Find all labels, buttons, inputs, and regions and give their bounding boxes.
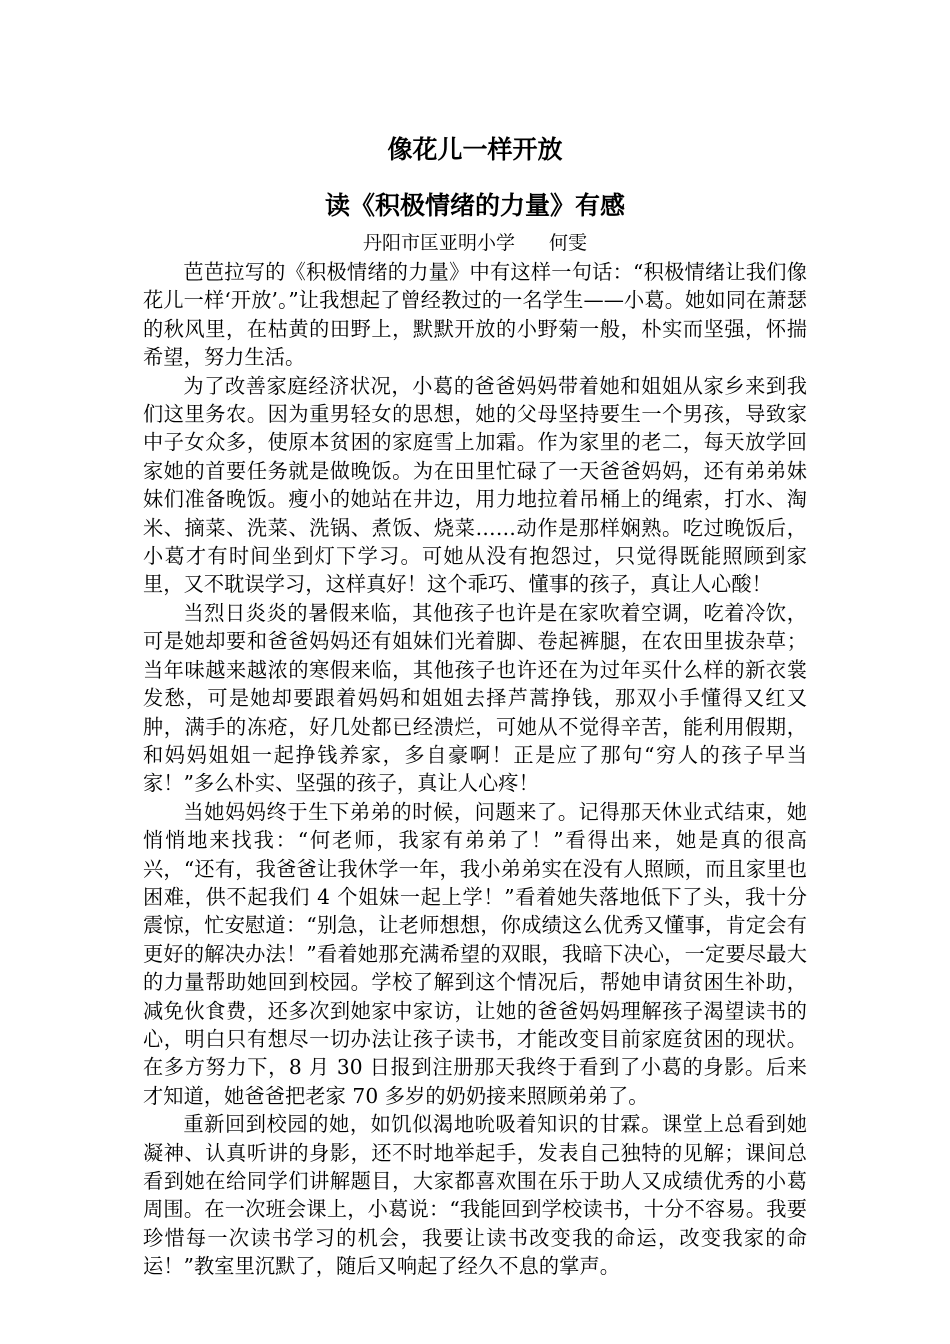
byline-school: 丹阳市匡亚明小学: [362, 232, 515, 254]
byline: [143, 228, 807, 258]
document-title: 像花儿一样开放: [387, 135, 563, 164]
paragraph-1: 芭芭拉写的《积极情绪的力量》中有这样一句话：“积极情绪让我们像花儿一样‘开放’。”让我想起了曾经教过的一名学生——小葛。她如同在萧瑟的秋风里，在枯黄的田野上，默默开放的小野菊一般，朴实而坚强，怀揣希望，努力生活。: [143, 260, 807, 370]
paragraph-5: 重新回到校园的她，如饥似渴地吮吸着知识的甘霖。课堂上总看到她凝神、认真听讲的身影，还不时地举起手，发表自己独特的见解；课间总看到她在给同学们讲解题目，大家都喜欢围在乐于助人又成绩优秀的小葛周围。在一次班会课上，小葛说：“我能回到学校读书，十分不容易。我要珍惜每一次读书学习的机会，我要让读书改变我的命运，改变我家的命运！”教室里沉默了，随后又响起了经久不息的掌声。: [143, 1112, 807, 1279]
document-page: [143, 128, 807, 1281]
paragraph-4: 当她妈妈终于生下弟弟的时候，问题来了。记得那天休业式结束，她悄悄地来找我：“何老师，我家有弟弟了！”看得出来，她是真的很高兴，“还有，我爸爸让我休学一年，我小弟弟实在没有人照顾，而且家里也困难，供不起我们 4 个姐妹一起上学！”看着她失落地低下了头，我十分震惊，忙安慰道：“别急，让老师想想，你成绩这么优秀又懂事，肯定会有更好的解决办法！”看着她那充满希望的双眼，我暗下决心，一定要尽最大的力量帮助她回到校园。学校了解到这个情况后，帮她申请贫困生补助，减免伙食费，还多次到她家中家访，让她的爸爸妈妈理解孩子渴望读书的心，明白只有想尽一切办法让孩子读书，才能改变目前家庭贫困的现状。在多方努力下，8 月 30 日报到注册那天我终于看到了小葛的身影。后来才知道，她爸爸把老家 70 多岁的奶奶接来照顾弟弟了。: [143, 799, 807, 1108]
document-subtitle: 读《积极情绪的力量》有感: [324, 191, 625, 220]
byline-author: 何雯: [549, 232, 588, 254]
paragraph-3: 当烈日炎炎的暑假来临，其他孩子也许是在家吹着空调，吃着冷饮，可是她却要和爸爸妈妈还有姐妹们光着脚、卷起裤腿，在农田里拔杂草；当年味越来越浓的寒假来临，其他孩子也许还在为过年买什么样的新衣裳发愁，可是她却要跟着妈妈和姐姐去择芦蒿挣钱，那双小手懂得又红又肿，满手的冻疮，好几处都已经溃烂，可她从不觉得辛苦，能利用假期，和妈妈姐姐一起挣钱养家，多自豪啊！正是应了那句“穷人的孩子早当家！”多么朴实、坚强的孩子，真让人心疼！: [143, 600, 807, 796]
paragraph-2: 为了改善家庭经济状况，小葛的爸爸妈妈带着她和姐姐从家乡来到我们这里务农。因为重男轻女的思想，她的父母坚持要生一个男孩，导致家中子女众多，使原本贫困的家庭雪上加霜。作为家里的老二，每天放学回家她的首要任务就是做晚饭。为在田里忙碌了一天爸爸妈妈，还有弟弟妹妹们准备晚饭。瘦小的她站在井边，用力地拉着吊桶上的绳索，打水、淘米、摘菜、洗菜、洗锅、煮饭、烧菜……动作是那样娴熟。吃过晚饭后，小葛才有时间坐到灯下学习。可她从没有抱怨过，只觉得既能照顾到家里，又不耽误学习，这样真好！这个乖巧、懂事的孩子，真让人心酸！: [143, 373, 807, 597]
